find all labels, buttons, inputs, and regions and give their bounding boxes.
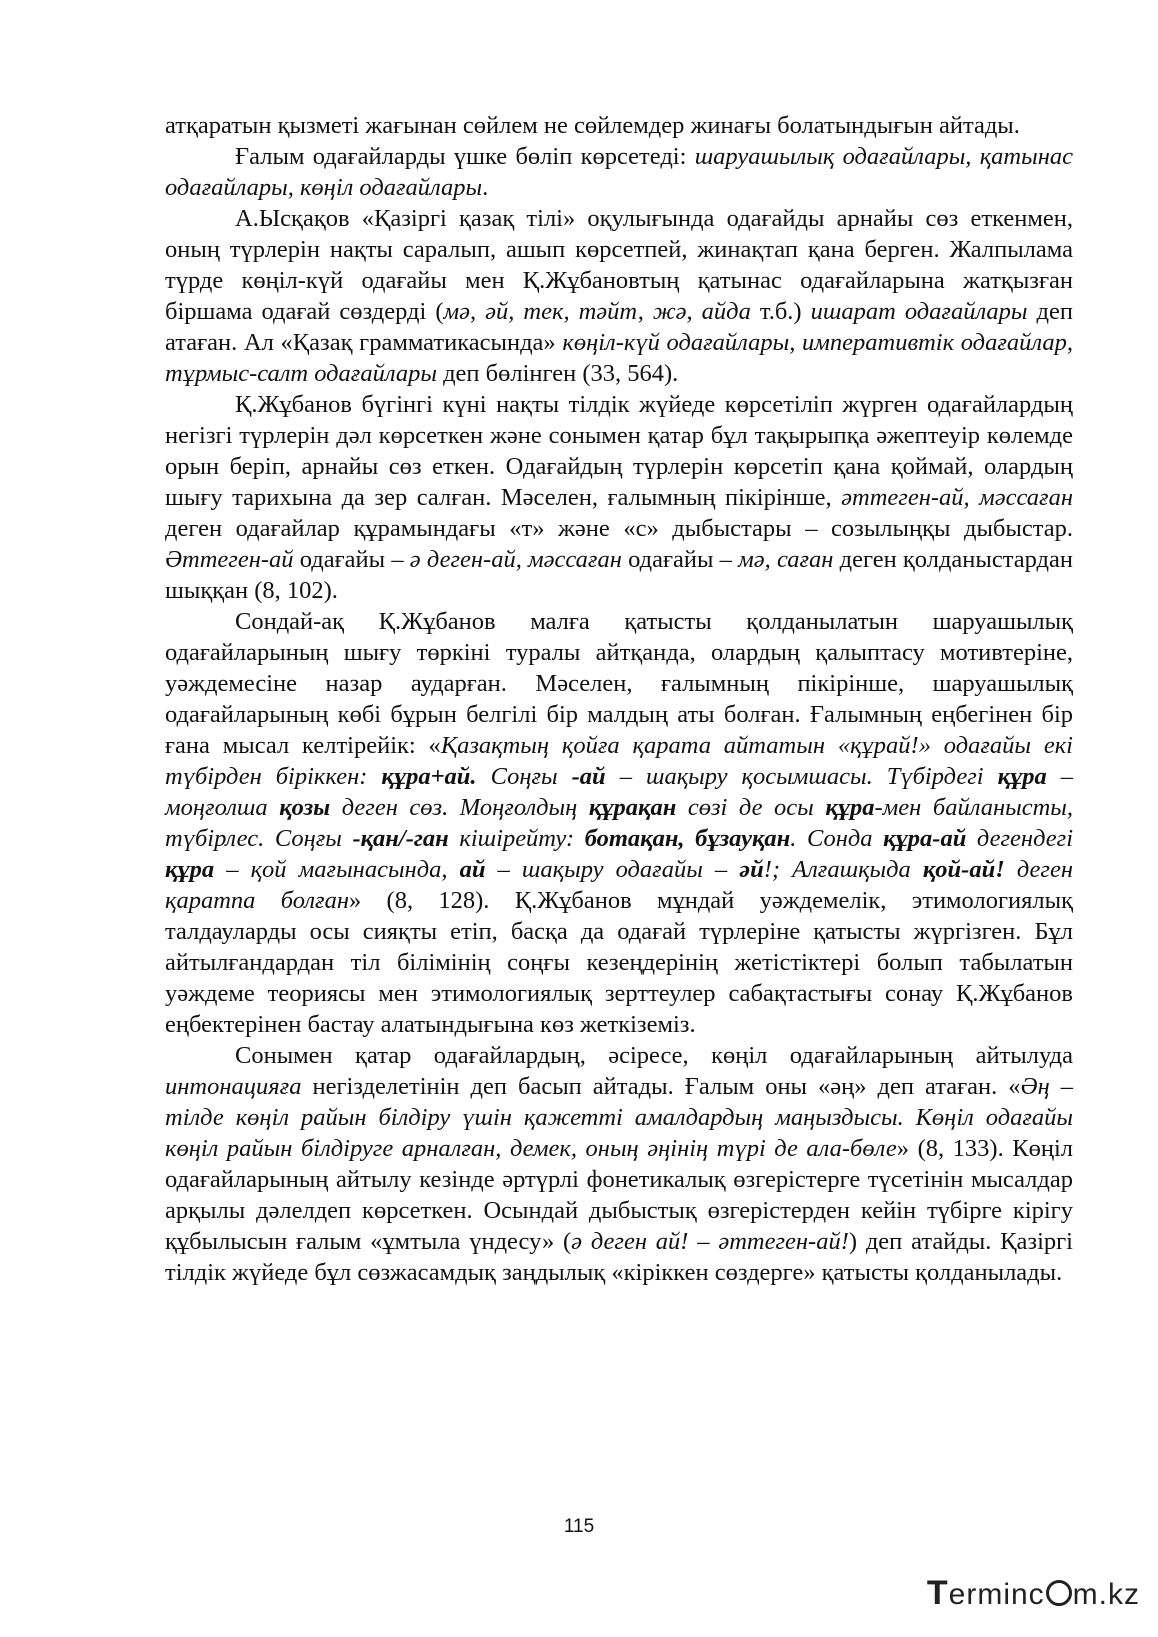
text-run: атқаратын қызметі жағынан сөйлем не сөйлемдер жинағы болатындығын айтады.	[165, 112, 1020, 139]
emphasis-bold: -қан/-ган	[352, 825, 449, 852]
watermark-circle-icon	[1046, 1580, 1072, 1606]
emphasis-italic: дегендегі	[966, 825, 1074, 852]
emphasis-italic: Әттеген-ай	[165, 546, 294, 573]
emphasis-bold: құра+ай.	[381, 763, 477, 790]
emphasis-italic: әттеген-ай, мәссаған	[841, 484, 1073, 511]
emphasis-italic: деген сөз. Моңғолдың	[330, 794, 589, 821]
emphasis-bold: құра-ай	[883, 825, 967, 852]
emphasis-bold: әй	[739, 856, 764, 883]
text-run: деп атаған. Ал «Қазақ грамматикасында»	[165, 298, 1074, 356]
text-run: негізделетінін деп басып айтады. Ғалым оны «әң» деп атаған. «	[301, 1073, 1021, 1100]
emphasis-italic: интонацияға	[165, 1073, 302, 1100]
text-run: одағайы –	[621, 546, 739, 573]
emphasis-italic: Соңғы	[476, 763, 572, 790]
text-run: одағайы –	[293, 546, 410, 573]
emphasis-italic: – шақыру қосымшасы. Түбірдегі	[605, 763, 998, 790]
text-run: » (8, 128). Қ.Жұбанов мұндай уәждемелік, этимологиялық талдауларды осы сияқты етіп, басқа да одағай түрлеріне қатысты жүргізген. Бұл айтылғандардан тіл білімінің соңғы кезеңдерінің жетістіктері болып табылатын уәждеме теориясы мен этимологиялық зерттеулер сабақтастығы сонау Қ.Жұбанов еңбектерінен бастау алатындығына көз жеткіземіз.	[165, 887, 1073, 1038]
watermark-end: m.kz	[1072, 1578, 1140, 1611]
emphasis-bold: ботақан, бұзауқан	[584, 825, 791, 852]
text-run: .	[482, 174, 489, 201]
emphasis-bold: -ай	[571, 763, 606, 790]
emphasis-bold: құра	[997, 763, 1047, 790]
paragraph	[165, 389, 1073, 606]
text-run: Қ.Жұбанов бүгінгі күні нақты тілдік жүйеде көрсетіліп жүрген одағайлардың негізгі түрлерін дәл көрсеткен және сонымен қатар бұл тақырыпқа әжептеуір көлемде орын беріп, арнайы сөз еткен. Одағайдың түрлерін көрсетіп қана қоймай, олардың шығу тарихына да зер салған. Мәселен, ғалымның пікірінше,	[165, 391, 1073, 511]
text-run: ) деп атайды. Қазіргі тілдік жүйеде бұл сөзжасамдық заңдылық «кіріккен сөздерге» қатысты қолданылады.	[165, 1228, 1073, 1286]
emphasis-bold: қой-ай!	[922, 856, 1005, 883]
emphasis-italic: ә деген-ай, мәссаған	[409, 546, 622, 573]
emphasis-italic: . Сонда	[790, 825, 884, 852]
emphasis-italic: көңіл-күй одағайлары, императивтік одағайлар, тұрмыс-салт одағайлары	[165, 329, 1073, 387]
emphasis-italic: -мен байланысты, түбірлес. Соңғы	[165, 794, 1073, 852]
emphasis-italic: – қой мағынасында,	[214, 856, 460, 883]
paragraph	[165, 606, 1073, 1040]
emphasis-italic: шаруашылық одағайлары, қатынас одағайлары, көңіл одағайлары	[165, 143, 1073, 201]
emphasis-italic: – шақыру одағайы –	[485, 856, 740, 883]
emphasis-bold: құра	[165, 856, 215, 883]
emphasis-bold: қозы	[279, 794, 331, 821]
emphasis-italic: деген қаратпа болған	[165, 856, 1074, 914]
emphasis-italic: кішірейту:	[448, 825, 585, 852]
paragraph	[165, 1040, 1073, 1288]
text-run: » (8, 133). Көңіл одағайларының айтылу кезінде әртүрлі фонетикалық өзгерістерге түсетінін мысалдар арқылы дәлелдеп көрсеткен. Осындай дыбыстық өзгерістерден кейін түбірге кірігу құбылысын ғалым «ұмтыла үндесу» (	[165, 1135, 1073, 1255]
emphasis-bold: ай	[459, 856, 486, 883]
emphasis-italic: сөзі де осы	[676, 794, 826, 821]
text-run: А.Ысқақов «Қазіргі қазақ тілі» оқулығында одағайды арнайы сөз еткенмен, оның түрлерін нақты саралып, ашып көрсетпей, жинақтап қана берген. Жалпылама түрде көңіл-күй одағайы мен Қ.Жұбановтың қатынас одағайларына жатқызған біршама одағай сөздерді (	[165, 205, 1073, 325]
page-text	[165, 110, 1073, 1288]
emphasis-italic: Қазақтың қойға қарата айтатын «құрай!» одағайы екі түбірден біріккен:	[165, 732, 1073, 790]
text-run: деп бөлінген (33, 564).	[436, 360, 679, 387]
watermark-t: T	[926, 1574, 949, 1612]
emphasis-italic: !; Алғашқыда	[763, 856, 923, 883]
text-run: Ғалым одағайларды үшке бөліп көрсетеді:	[235, 143, 695, 170]
text-run: Сондай-ақ Қ.Жұбанов малға қатысты қолданылатын шаруашылық одағайларының шығу төркіні туралы айтқанда, олардың қалыптасу мотивтеріне, уәждемесіне назар аударған. Мәселен, ғалымның пікірінше, шаруашылық одағайларының көбі бұрын белгілі бір малдың аты болған. Ғалымның еңбегінен бір ғана мысал келтірейік: «	[165, 608, 1073, 759]
emphasis-italic: ә деген ай! – әттеген-ай!	[571, 1228, 849, 1255]
paragraph	[165, 110, 1073, 141]
emphasis-italic: ишарат одағайлары	[810, 298, 1028, 325]
paragraph	[165, 141, 1073, 203]
terminkom-watermark	[927, 1574, 1140, 1613]
emphasis-italic: мә, саған	[738, 546, 834, 573]
watermark-middle: erminc	[948, 1578, 1045, 1611]
emphasis-italic: мә, әй, тек, тәйт, жә, айда	[443, 298, 751, 325]
text-run: деген қолданыстардан шыққан (8, 102).	[165, 546, 1074, 604]
emphasis-bold: құрақан	[588, 794, 677, 821]
page-number: 115	[563, 1516, 595, 1537]
paragraph	[165, 203, 1073, 389]
text-run: деген одағайлар құрамындағы «т» және «с» дыбыстары – созылыңқы дыбыстар.	[165, 515, 1073, 542]
emphasis-italic: – моңғолша	[165, 763, 1074, 821]
emphasis-bold: құра	[825, 794, 875, 821]
text-run: Сонымен қатар одағайлардың, әсіресе, көңіл одағайларының айтылуда	[235, 1042, 1073, 1069]
text-run: т.б.)	[750, 298, 811, 325]
emphasis-italic: Әң – тілде көңіл райын білдіру үшін қажетті амалдардың маңыздысы. Көңіл одағайы көңіл райын білдіруге арналған, демек, оның әңінің түрі де ала-бөле	[165, 1073, 1073, 1162]
